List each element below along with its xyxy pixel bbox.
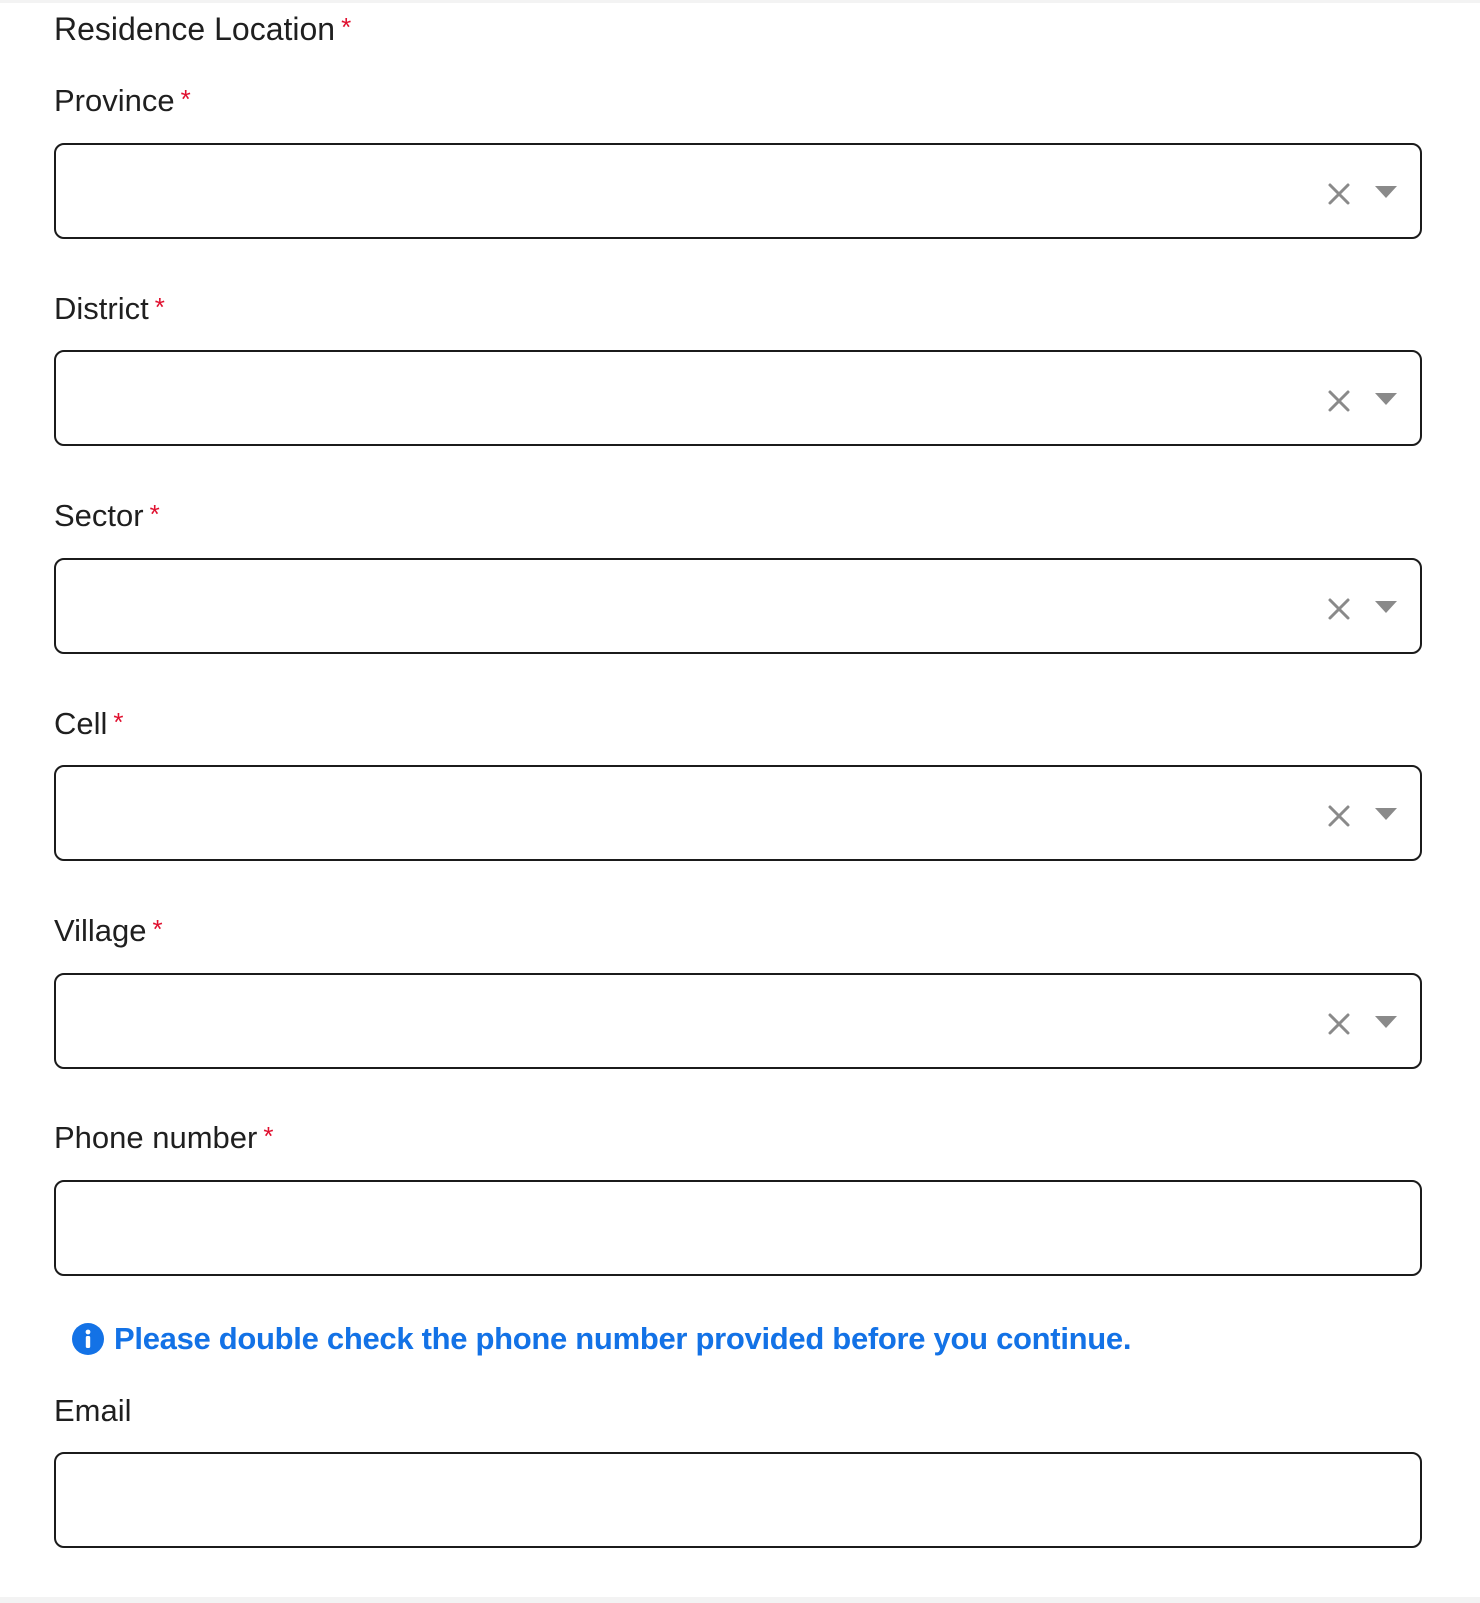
village-label-text: Village bbox=[54, 913, 147, 948]
cell-label bbox=[54, 704, 124, 744]
sector-label bbox=[54, 496, 160, 536]
close-icon[interactable] bbox=[1326, 596, 1352, 622]
chevron-down-icon[interactable] bbox=[1374, 392, 1398, 406]
residence-form bbox=[0, 3, 1480, 1597]
district-label-text: District bbox=[54, 291, 149, 326]
village-label bbox=[54, 911, 163, 951]
phone-label-text: Phone number bbox=[54, 1120, 258, 1155]
close-icon[interactable] bbox=[1326, 388, 1352, 414]
phone-label bbox=[54, 1118, 274, 1158]
required-asterisk: * bbox=[152, 914, 163, 944]
required-asterisk: * bbox=[149, 499, 160, 529]
chevron-down-icon[interactable] bbox=[1374, 1015, 1398, 1029]
district-select[interactable] bbox=[54, 350, 1422, 446]
required-asterisk: * bbox=[341, 12, 352, 42]
notice-text: Please double check the phone number provided before you continue. bbox=[114, 1321, 1132, 1356]
phone-input[interactable] bbox=[56, 1182, 1420, 1274]
info-icon bbox=[72, 1323, 104, 1355]
sector-label-text: Sector bbox=[54, 498, 144, 533]
village-select[interactable] bbox=[54, 973, 1422, 1069]
chevron-down-icon[interactable] bbox=[1374, 600, 1398, 614]
cell-select[interactable] bbox=[54, 765, 1422, 861]
email-label bbox=[54, 1391, 132, 1431]
required-asterisk: * bbox=[154, 292, 165, 322]
required-asterisk: * bbox=[263, 1121, 274, 1151]
province-select[interactable] bbox=[54, 143, 1422, 239]
chevron-down-icon[interactable] bbox=[1374, 807, 1398, 821]
email-label-text: Email bbox=[54, 1393, 132, 1428]
required-asterisk: * bbox=[113, 707, 124, 737]
email-input[interactable] bbox=[56, 1454, 1420, 1546]
required-asterisk: * bbox=[180, 84, 191, 114]
section-title bbox=[54, 9, 351, 49]
phone-notice bbox=[72, 1321, 1131, 1357]
phone-field[interactable] bbox=[54, 1180, 1422, 1276]
cell-label-text: Cell bbox=[54, 706, 108, 741]
email-field[interactable] bbox=[54, 1452, 1422, 1548]
close-icon[interactable] bbox=[1326, 1011, 1352, 1037]
province-label-text: Province bbox=[54, 83, 175, 118]
section-title-text: Residence Location bbox=[54, 11, 336, 47]
chevron-down-icon[interactable] bbox=[1374, 185, 1398, 199]
close-icon[interactable] bbox=[1326, 803, 1352, 829]
province-label bbox=[54, 81, 191, 121]
close-icon[interactable] bbox=[1326, 181, 1352, 207]
sector-select[interactable] bbox=[54, 558, 1422, 654]
district-label bbox=[54, 289, 165, 329]
